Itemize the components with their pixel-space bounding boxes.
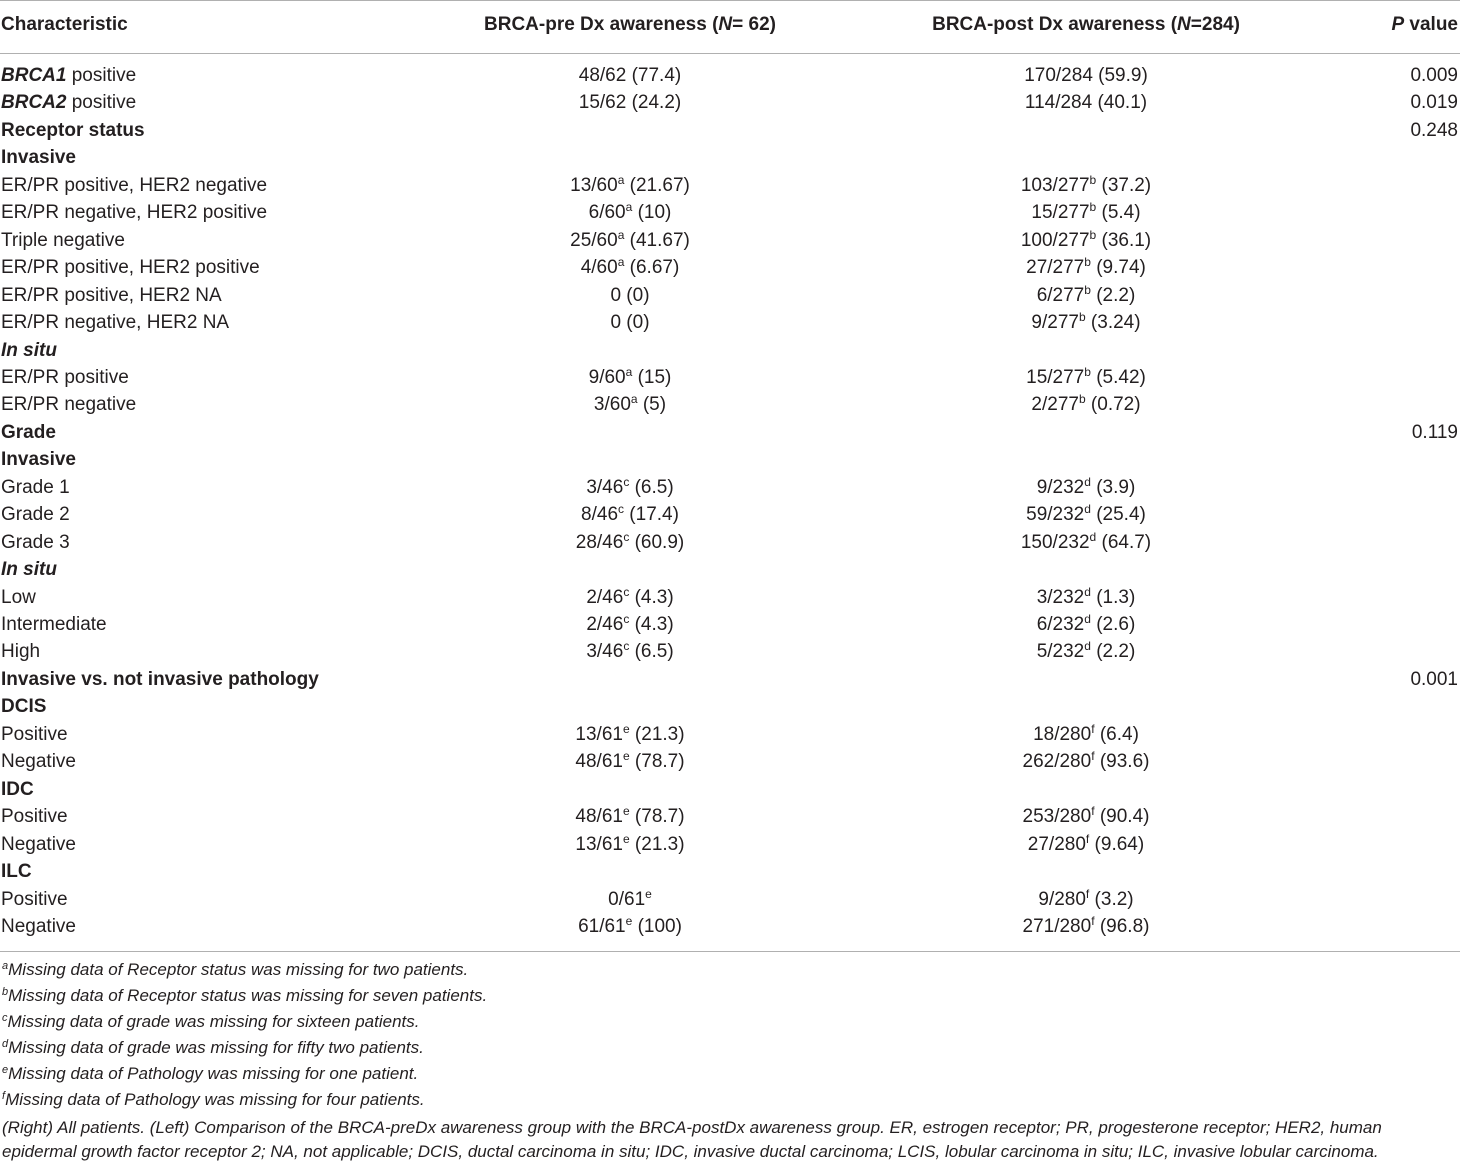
footnote-marker: b <box>1089 227 1097 242</box>
row-label-suffix: positive <box>66 92 137 114</box>
pre-dx-value-percent: (10) <box>632 202 672 224</box>
footnote-marker: b <box>1084 255 1091 270</box>
post-dx-value <box>880 393 1292 417</box>
row-label <box>1 393 136 417</box>
pre-dx-value-main: 13/61 <box>575 833 623 855</box>
footnote-mark: d <box>2 1038 9 1050</box>
post-dx-value-percent: (1.3) <box>1090 586 1136 608</box>
post-dx-value <box>880 640 1292 664</box>
post-dx-value <box>880 229 1292 253</box>
pre-dx-value-main: 4/60 <box>580 257 618 279</box>
pre-dx-value-main: 3/60 <box>593 394 631 416</box>
p-value: 0.001 <box>1410 668 1458 690</box>
pre-dx-value-percent: (100) <box>632 915 682 937</box>
post-dx-value-percent: (3.2) <box>1089 888 1134 910</box>
footnote-marker: a <box>625 200 633 215</box>
table-row <box>0 337 1460 365</box>
post-dx-value-main: 27/277 <box>1026 257 1085 279</box>
footnote-text: Missing data of Pathology was missing for four patients. <box>5 1090 425 1109</box>
header-p-value <box>1391 13 1458 37</box>
post-dx-value-main: 100/277 <box>1020 229 1090 251</box>
post-dx-value <box>880 586 1292 610</box>
pre-dx-value-percent: (78.7) <box>629 751 685 773</box>
post-dx-value-percent: (2.2) <box>1090 284 1136 306</box>
post-dx-value <box>880 284 1292 308</box>
footnote-marker: b <box>1078 392 1086 407</box>
post-dx-value <box>880 256 1292 280</box>
pre-dx-value <box>420 723 840 747</box>
footnote-marker: c <box>623 584 630 599</box>
row-label <box>1 503 70 527</box>
post-dx-value-main: 18/280 <box>1033 723 1092 745</box>
table-row <box>0 62 1460 90</box>
header-pre-n-value: = 62) <box>732 14 776 35</box>
footnote-marker: b <box>1078 310 1086 325</box>
header-post-n-value: =284) <box>1190 14 1240 35</box>
footnote-marker: f <box>1085 886 1090 901</box>
row-label <box>1 805 68 829</box>
table-row <box>0 172 1460 200</box>
post-dx-value-main: 59/232 <box>1026 504 1085 526</box>
row-label <box>1 586 36 610</box>
table-row <box>0 117 1460 145</box>
row-label-text: ER/PR positive, HER2 negative <box>1 174 268 196</box>
p-value: 0.019 <box>1410 92 1458 114</box>
table-row <box>0 913 1460 941</box>
row-label <box>1 915 76 939</box>
row-label <box>1 201 267 225</box>
post-dx-value <box>880 613 1292 637</box>
footnote-marker: c <box>623 529 630 544</box>
row-label <box>1 311 229 335</box>
post-dx-value-percent: (36.1) <box>1096 229 1152 251</box>
row-label <box>1 476 70 500</box>
row-label-text: In situ <box>1 339 57 361</box>
pre-dx-value-percent: (4.3) <box>629 614 674 635</box>
post-dx-value-percent: (5.42) <box>1090 366 1146 388</box>
pre-dx-value-main: 48/61 <box>575 751 623 773</box>
row-label-text: Positive <box>1 806 68 828</box>
pre-dx-value-main: 2/46 <box>586 586 624 608</box>
post-dx-value <box>880 723 1292 747</box>
table-row <box>0 144 1460 172</box>
row-label <box>1 750 76 774</box>
post-dx-value <box>880 915 1292 939</box>
post-dx-value-percent: (9.64) <box>1089 833 1145 855</box>
row-label-text: BRCA2 <box>1 92 67 114</box>
post-dx-value-main: 15/277 <box>1031 202 1090 224</box>
pre-dx-value-main: 13/61 <box>575 723 623 745</box>
footnote-marker: b <box>1084 364 1091 379</box>
footnote-text: Missing data of grade was missing for fifty two patients. <box>8 1038 424 1057</box>
pre-dx-value-main: 0/61 <box>608 888 646 910</box>
row-label-text: ER/PR positive, HER2 NA <box>1 284 222 306</box>
row-label-text: Invasive <box>1 147 76 169</box>
header-pre-label: BRCA-pre Dx awareness ( <box>484 14 719 35</box>
row-label <box>1 860 32 884</box>
header-pre-n: N <box>718 14 733 35</box>
footnote-marker: f <box>1091 804 1095 819</box>
table-row <box>0 831 1460 859</box>
pre-dx-value-main: 48/61 <box>575 806 623 828</box>
row-label <box>1 421 56 445</box>
pre-dx-value-percent: (78.7) <box>629 806 685 828</box>
footnote-mark: e <box>2 1064 9 1076</box>
table-row <box>0 666 1460 694</box>
row-label <box>1 146 76 170</box>
pre-dx-value <box>420 393 840 417</box>
footnote-mark: c <box>2 1012 8 1024</box>
row-label-text: Low <box>1 586 36 608</box>
footnote-marker: d <box>1084 474 1091 489</box>
pre-dx-value-main: 2/46 <box>586 614 624 635</box>
post-dx-value <box>880 174 1292 198</box>
row-label-text: Grade 3 <box>1 531 70 553</box>
table-row <box>0 693 1460 721</box>
footnote <box>2 1037 424 1061</box>
footnote-marker: d <box>1089 529 1097 544</box>
footnote-marker: a <box>617 255 625 270</box>
post-dx-value-percent: (0.72) <box>1085 394 1141 416</box>
post-dx-value-percent: (25.4) <box>1090 504 1146 526</box>
footnote-marker: b <box>1084 282 1091 297</box>
footnote-marker: f <box>1091 721 1095 736</box>
header-post-dx <box>880 13 1292 37</box>
footnote-marker: e <box>622 721 630 736</box>
p-value: 0.009 <box>1410 65 1458 86</box>
pre-dx-value-percent: (4.3) <box>629 586 674 608</box>
post-dx-value <box>880 503 1292 527</box>
row-label <box>1 339 57 363</box>
post-dx-value-main: 3/232 <box>1036 586 1085 608</box>
footnote-marker: e <box>622 804 630 819</box>
pre-dx-value-main: 48/62 (77.4) <box>578 65 682 86</box>
row-label <box>1 695 46 719</box>
footnote <box>2 985 487 1009</box>
post-dx-value-main: 5/232 <box>1036 641 1085 663</box>
table-row <box>0 474 1460 502</box>
row-label-text: Positive <box>1 888 68 910</box>
pre-dx-value <box>420 833 840 857</box>
row-label-text: In situ <box>1 559 57 581</box>
header-p-letter: P <box>1391 14 1405 35</box>
pre-dx-value-main: 0 (0) <box>610 312 650 334</box>
post-dx-value-percent: (3.9) <box>1090 476 1136 498</box>
row-label-text: IDC <box>1 778 34 800</box>
post-dx-value-percent: (3.24) <box>1085 312 1141 334</box>
post-dx-value-percent: (9.74) <box>1090 257 1146 279</box>
footnote-marker: d <box>1084 502 1091 517</box>
footnote-marker: d <box>1084 639 1091 654</box>
pre-dx-value-main: 28/46 <box>575 531 624 553</box>
pre-dx-value-main: 15/62 (24.2) <box>578 92 682 114</box>
pre-dx-value <box>420 91 840 115</box>
footnote-marker: d <box>1084 612 1091 626</box>
row-label-text: ER/PR negative <box>1 394 137 416</box>
row-label <box>1 723 68 747</box>
post-dx-value <box>880 91 1292 115</box>
pre-dx-value <box>420 476 840 500</box>
row-label <box>1 668 319 692</box>
post-dx-value-main: 15/277 <box>1026 366 1085 388</box>
post-dx-value-percent: (6.4) <box>1094 723 1139 745</box>
pre-dx-value <box>420 888 840 912</box>
post-dx-value-main: 6/277 <box>1036 284 1085 306</box>
row-label-text: ER/PR negative, HER2 NA <box>1 312 230 334</box>
row-label-text: ER/PR positive, HER2 positive <box>1 257 260 279</box>
pre-dx-value-percent: (21.3) <box>629 723 685 745</box>
post-dx-value <box>880 366 1292 390</box>
footnote <box>2 1063 418 1087</box>
post-dx-value-percent: (5.4) <box>1096 202 1141 224</box>
footnote-mark: f <box>2 1090 6 1102</box>
footnote-marker: c <box>623 639 630 654</box>
post-dx-value <box>880 888 1292 912</box>
post-dx-value <box>880 805 1292 829</box>
p-value: 0.248 <box>1410 119 1458 141</box>
post-dx-value-main: 253/280 <box>1022 806 1092 828</box>
pre-dx-value-percent: (41.67) <box>624 229 690 251</box>
footnote-marker: f <box>1085 831 1090 846</box>
row-label <box>1 640 40 664</box>
footnote-text: Missing data of Pathology was missing for one patient. <box>8 1064 419 1083</box>
pre-dx-value-percent: (6.67) <box>624 257 680 279</box>
pre-dx-value <box>420 256 840 280</box>
footnote-marker: f <box>1091 913 1095 928</box>
pre-dx-value <box>420 229 840 253</box>
table-row <box>0 529 1460 557</box>
pre-dx-value-main: 3/46 <box>586 476 624 498</box>
pre-dx-value-percent: (5) <box>637 394 667 416</box>
row-label-text: ILC <box>1 861 32 883</box>
post-dx-value-main: 9/280 <box>1038 888 1086 910</box>
footnote <box>2 1089 425 1113</box>
footnote-marker: f <box>1091 749 1095 764</box>
footnote <box>2 1011 419 1035</box>
table-row <box>0 721 1460 749</box>
table-row <box>0 886 1460 914</box>
post-dx-value <box>880 750 1292 774</box>
footnote <box>2 959 468 983</box>
pre-dx-value <box>420 64 840 88</box>
pre-dx-value-percent: (17.4) <box>624 504 679 526</box>
footnote-marker: a <box>630 392 638 407</box>
row-label <box>1 558 57 582</box>
pre-dx-value-percent: (6.5) <box>629 476 674 498</box>
pre-dx-value-percent: (6.5) <box>629 641 674 663</box>
row-label <box>1 229 125 253</box>
pre-dx-value-main: 3/46 <box>586 641 624 663</box>
post-dx-value <box>880 64 1292 88</box>
footnote-marker: b <box>1089 172 1097 187</box>
footnote-marker: e <box>622 749 630 764</box>
footnote-marker: e <box>622 831 630 846</box>
table-bottom-rule <box>0 951 1460 952</box>
footnote-text: Missing data of grade was missing for sixteen patients. <box>7 1012 420 1031</box>
table-row <box>0 611 1460 639</box>
post-dx-value-main: 9/232 <box>1036 476 1085 498</box>
pre-dx-value <box>420 201 840 225</box>
post-dx-value <box>880 531 1292 555</box>
row-label <box>1 366 129 390</box>
row-label-text: BRCA1 <box>1 65 67 86</box>
pre-dx-value <box>420 311 840 335</box>
footnote-text: Missing data of Receptor status was missing for seven patients. <box>8 986 488 1005</box>
table-row <box>0 803 1460 831</box>
row-label-text: Grade <box>1 421 56 443</box>
table-row <box>0 501 1460 529</box>
post-dx-value-main: 262/280 <box>1022 751 1092 773</box>
header-pre-dx <box>420 13 840 37</box>
row-label-text: Receptor status <box>1 119 145 141</box>
post-dx-value-percent: (90.4) <box>1094 806 1150 828</box>
row-label-text: Invasive vs. not invasive pathology <box>1 668 319 690</box>
pre-dx-value-main: 13/60 <box>570 174 618 196</box>
footnote-marker: a <box>617 172 625 187</box>
pre-dx-value-main: 61/61 <box>578 915 626 937</box>
footnote-marker: a <box>617 227 625 242</box>
post-dx-value-main: 150/232 <box>1020 531 1090 553</box>
pre-dx-value <box>420 805 840 829</box>
post-dx-value-percent: (96.8) <box>1094 915 1150 937</box>
pre-dx-value <box>420 586 840 610</box>
row-label <box>1 833 76 857</box>
table-row <box>0 776 1460 804</box>
row-label-text: Grade 1 <box>1 476 70 498</box>
row-label-text: Invasive <box>1 449 76 471</box>
row-label-text: Triple negative <box>1 229 125 251</box>
pre-dx-value <box>420 531 840 555</box>
pre-dx-value <box>420 750 840 774</box>
table-row <box>0 199 1460 227</box>
post-dx-value-main: 103/277 <box>1020 174 1090 196</box>
table-row <box>0 638 1460 666</box>
pre-dx-value-main: 9/60 <box>588 366 626 388</box>
post-dx-value-main: 9/277 <box>1031 312 1079 334</box>
row-label <box>1 64 136 88</box>
post-dx-value-main: 114/284 (40.1) <box>1024 92 1148 114</box>
footnote-marker: e <box>645 886 652 901</box>
row-label-text: Negative <box>1 915 76 937</box>
footnote-marker: b <box>1089 200 1097 215</box>
footnote-marker: a <box>625 364 633 379</box>
row-label-text: Negative <box>1 751 76 773</box>
table-row <box>0 309 1460 337</box>
post-dx-value <box>880 201 1292 225</box>
table-row <box>0 391 1460 419</box>
pre-dx-value-percent: (21.3) <box>629 833 685 855</box>
footnote-mark: b <box>2 986 9 998</box>
pre-dx-value <box>420 640 840 664</box>
row-label <box>1 256 260 280</box>
row-label <box>1 174 267 198</box>
table-row <box>0 89 1460 117</box>
pre-dx-value-percent: (60.9) <box>629 531 685 553</box>
post-dx-value <box>880 311 1292 335</box>
post-dx-value <box>880 476 1292 500</box>
table-row <box>0 748 1460 776</box>
row-label <box>1 284 222 308</box>
pre-dx-value-percent: (15) <box>632 366 672 388</box>
footnote-marker: c <box>623 612 630 626</box>
pre-dx-value <box>420 915 840 939</box>
row-label-text: ER/PR negative, HER2 positive <box>1 202 268 224</box>
pre-dx-value-main: 6/60 <box>588 202 626 224</box>
post-dx-value-percent: (93.6) <box>1094 751 1150 773</box>
table-row <box>0 227 1460 255</box>
row-label <box>1 613 107 637</box>
table-row <box>0 364 1460 392</box>
footnote-marker: c <box>618 502 625 517</box>
table-row <box>0 446 1460 474</box>
pre-dx-value-main: 25/60 <box>570 229 618 251</box>
pre-dx-value-main: 8/46 <box>581 504 619 526</box>
row-label-text: ER/PR positive <box>1 366 129 388</box>
post-dx-value-percent: (64.7) <box>1096 531 1152 553</box>
row-label-suffix: positive <box>66 65 137 86</box>
post-dx-value-percent: (2.6) <box>1090 614 1136 635</box>
row-label-text: Intermediate <box>1 614 107 635</box>
header-post-n: N <box>1177 14 1191 35</box>
footnote-marker: e <box>625 913 633 928</box>
footnote-marker: d <box>1084 584 1091 599</box>
table-row <box>0 858 1460 886</box>
post-dx-value-main: 2/277 <box>1031 394 1079 416</box>
row-label <box>1 91 136 115</box>
row-label <box>1 888 68 912</box>
row-label <box>1 778 34 802</box>
footnote-marker: c <box>623 474 630 489</box>
row-label-text: DCIS <box>1 696 47 718</box>
pre-dx-value <box>420 366 840 390</box>
post-dx-value-main: 170/284 (59.9) <box>1024 65 1148 86</box>
table-row <box>0 254 1460 282</box>
row-label <box>1 531 70 555</box>
footnote-mark: a <box>2 960 9 972</box>
post-dx-value-main: 271/280 <box>1022 915 1092 937</box>
row-label <box>1 448 76 472</box>
table-row <box>0 584 1460 612</box>
row-label-text: Positive <box>1 723 68 745</box>
row-label <box>1 119 145 143</box>
row-label-text: Grade 2 <box>1 504 70 526</box>
post-dx-value-percent: (37.2) <box>1096 174 1152 196</box>
header-p-label: value <box>1404 14 1458 35</box>
pre-dx-value <box>420 503 840 527</box>
row-label-text: High <box>1 641 41 663</box>
table-header <box>0 0 1460 54</box>
pre-dx-value <box>420 613 840 637</box>
post-dx-value-main: 27/280 <box>1027 833 1086 855</box>
footnote-text: Missing data of Receptor status was missing for two patients. <box>8 960 469 979</box>
post-dx-value-main: 6/232 <box>1036 614 1085 635</box>
pre-dx-value <box>420 174 840 198</box>
header-characteristic: Characteristic <box>1 14 128 35</box>
table-caption: (Right) All patients. (Left) Comparison of the BRCA-preDx awareness group with the BRCA-postDx awareness group. ER, estrogen receptor; PR, progesterone receptor; HER2, human epidermal growth factor receptor 2; NA, not applicable; DCIS, ductal carcinoma in situ; IDC, invasive ductal carcinoma; LCIS, lobular carcinoma in situ; ILC, invasive lobular carcinoma. <box>2 1118 1382 1161</box>
p-value: 0.119 <box>1411 421 1458 443</box>
table-row <box>0 556 1460 584</box>
table-row <box>0 419 1460 447</box>
post-dx-value-percent: (2.2) <box>1090 641 1136 663</box>
pre-dx-value <box>420 284 840 308</box>
pre-dx-value-percent: (21.67) <box>624 174 690 196</box>
header-post-label: BRCA-post Dx awareness ( <box>932 14 1178 35</box>
post-dx-value <box>880 833 1292 857</box>
table-row <box>0 282 1460 310</box>
row-label-text: Negative <box>1 833 76 855</box>
pre-dx-value-main: 0 (0) <box>610 284 650 306</box>
